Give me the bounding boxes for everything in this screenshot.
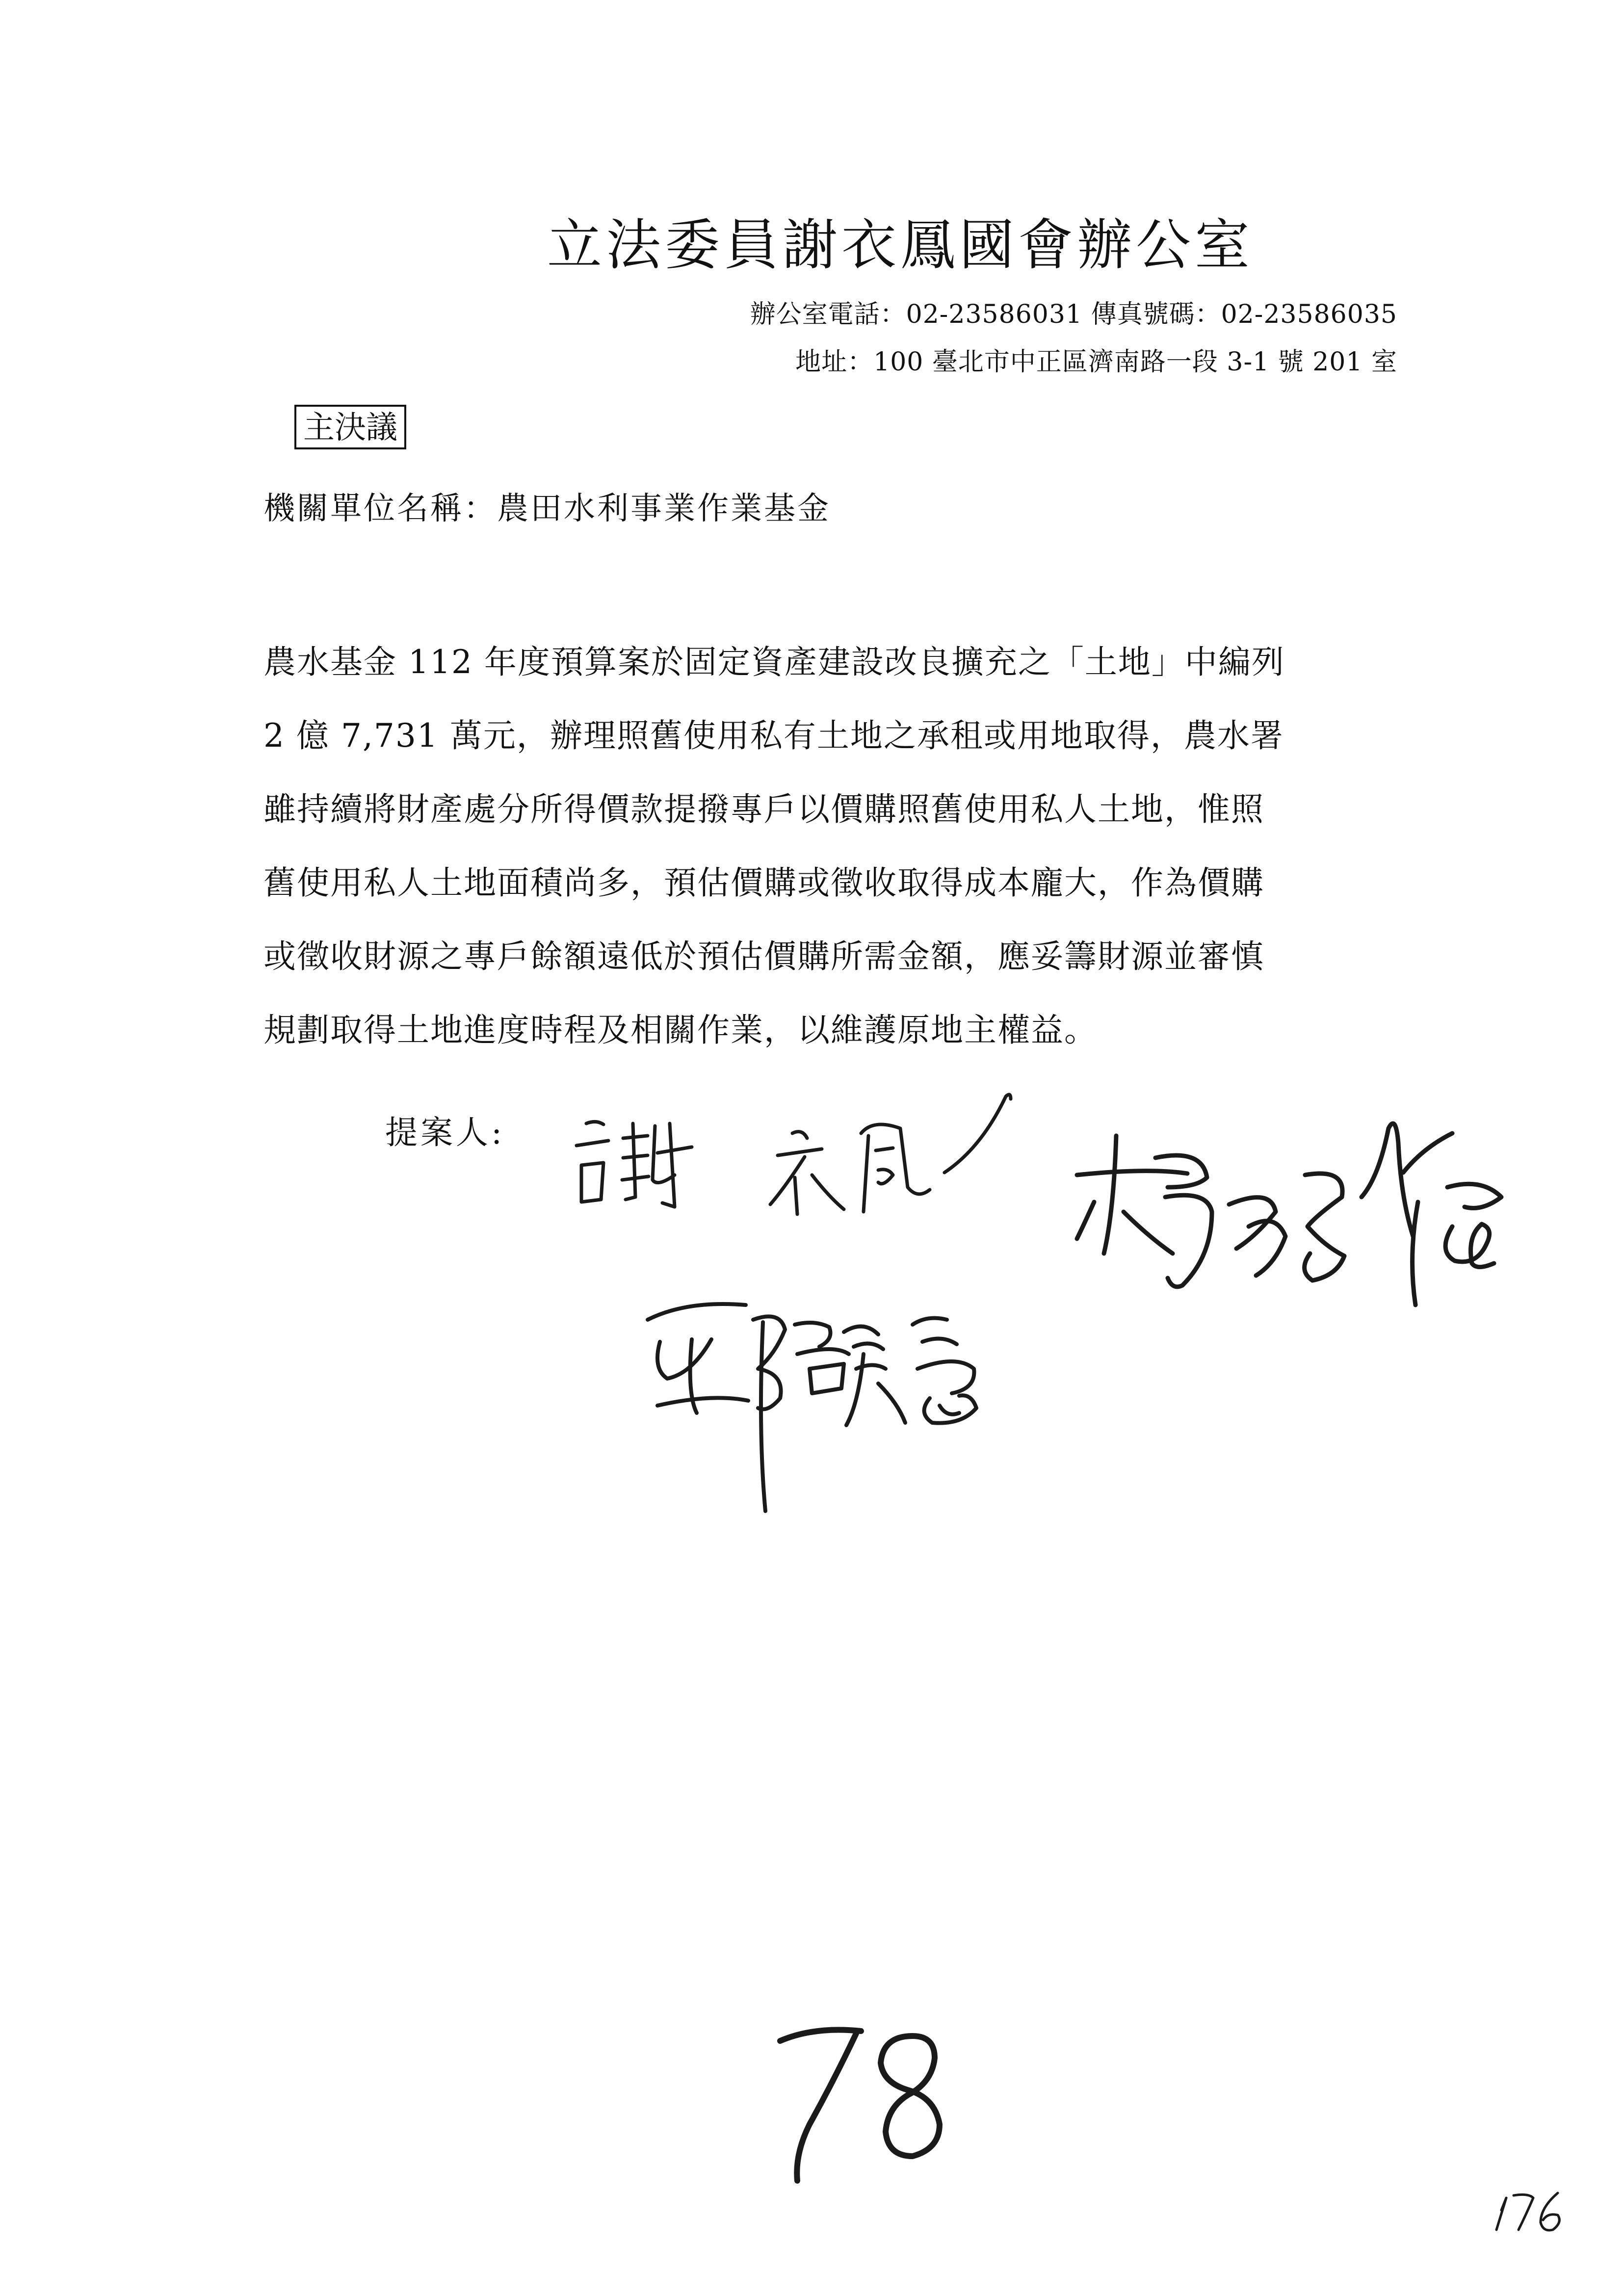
office-address: 地址：100 臺北市中正區濟南路一段 3-1 號 201 室 [795,347,1397,377]
signature-2 [1077,1123,1501,1305]
office-phone-fax: 辦公室電話：02-23586031 傳真號碼：02-23586035 [750,300,1397,329]
resolution-type-tag: 主決議 [294,405,406,449]
office-title: 立法委員謝衣鳳國會辦公室 [547,213,1254,277]
body-line: 舊使用私人土地面積尚多，預估價購或徵收取得成本龐大，作為價購 [263,864,1264,902]
corner-page-mark [1496,2193,1559,2230]
body-line: 農水基金 112 年度預算案於固定資產建設改良擴充之「土地」中編列 [263,643,1285,681]
body-line: 2 億 7,731 萬元，辦理照舊使用私有土地之承租或用地取得，農水署 [263,717,1284,755]
page-number-mark [780,2030,940,2181]
body-line: 或徵收財源之專戶餘額遠低於預估價購所需金額，應妥籌財源並審慎 [263,938,1264,975]
proposer-label: 提案人: [385,1114,505,1151]
signature-3 [648,1304,976,1511]
body-line: 雖持續將財產處分所得價款提撥專戶以價購照舊使用私人土地，惟照 [263,790,1264,828]
body-line: 規劃取得土地進度時程及相關作業，以維護原地主權益。 [263,1011,1098,1049]
signature-1 [576,1095,1011,1214]
agency-name: 機關單位名稱：農田水利事業作業基金 [263,491,831,527]
